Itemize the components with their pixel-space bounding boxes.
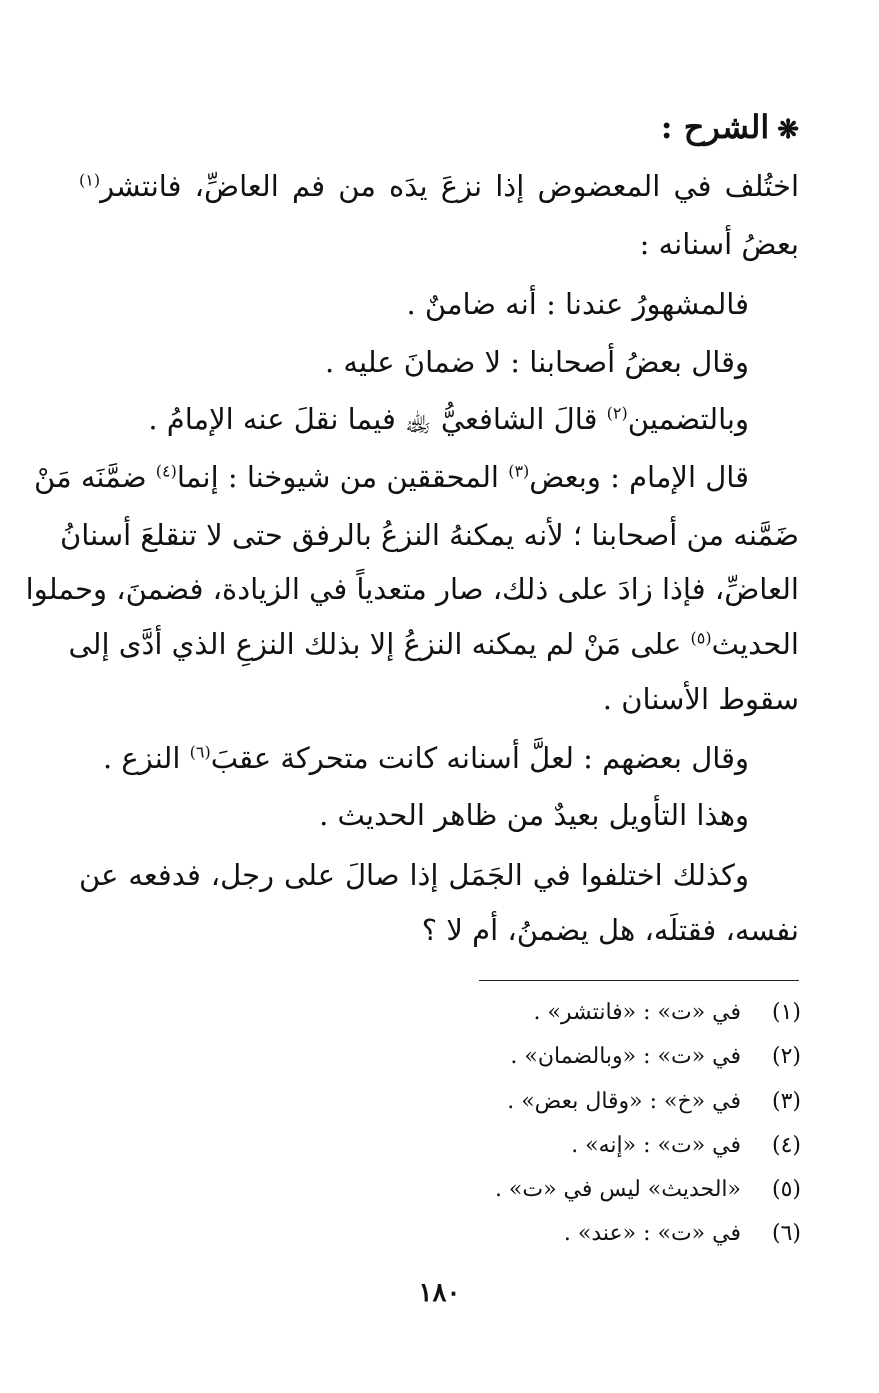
footnote-text: في «ت» : «إنه» . (571, 1133, 741, 1158)
footnote-number: (١) (771, 1000, 801, 1025)
footnote-text: في «خ» : «وقال بعض» . (507, 1089, 741, 1114)
page-number: ١٨٠ (418, 1278, 461, 1308)
section-heading-text: الشرح : (660, 108, 770, 146)
body-line: وقال بعضهم : لعلَّ أسنانه كانت متحركة عقبَ$^{(٦)}$ النزع . (102, 741, 749, 775)
body-line: نفسه، فقتلَه، هل يضمنُ، أم لا ؟ (421, 913, 799, 947)
footnote (507, 1089, 801, 1114)
footnote-number: (٦) (771, 1221, 801, 1246)
footnote-ref: (٥) (690, 628, 712, 648)
body-line: ضَمَّنه من أصحابنا ؛ لأنه يمكنهُ النزعُ بالرفق حتى لا تنقلعَ أسنانُ (59, 518, 799, 552)
footnote-text: «الحديث» ليس في «ت» . (494, 1177, 741, 1202)
footnote-text: في «ت» : «وبالضمان» . (510, 1044, 741, 1069)
footnote-text: في «ت» : «فانتشر» . (533, 1000, 741, 1025)
footnote-ref: (٢) (606, 403, 628, 423)
body-line: فالمشهورُ عندنا : أنه ضامنٌ . (406, 287, 749, 321)
body-line: العاضِّ، فإذا زادَ على ذلك، صار متعدياً في الزيادة، فضمنَ، وحملوا (25, 572, 799, 606)
footnote-number: (٤) (771, 1133, 801, 1158)
body-line: وكذلك اختلفوا في الجَمَل إذا صالَ على رجل، فدفعه عن (79, 858, 749, 892)
footnote (533, 1000, 801, 1025)
footnote-text: في «ت» : «عند» . (563, 1221, 741, 1246)
body-line: الحديث$^{(٥)}$ على مَنْ لم يمكنه النزعُ إلا بذلك النزعِ الذي أدَّى إلى (68, 627, 799, 661)
footnote (564, 1221, 801, 1246)
footnote-separator (479, 980, 799, 981)
footnote-number: (٣) (771, 1089, 801, 1114)
body-line: وبالتضمين$^{(٢)}$ قالَ الشافعيُّ ﵀ فيما نقلَ عنه الإمامُ . (148, 402, 749, 436)
body-line: بعضُ أسنانه : (639, 227, 799, 261)
footnote-ref: (٣) (508, 461, 530, 481)
footnote-ref: (٤) (155, 461, 177, 481)
footnote-ref: (٦) (189, 742, 211, 762)
body-line: وقال بعضُ أصحابنا : لا ضمانَ عليه . (324, 345, 749, 379)
footnote (571, 1133, 801, 1158)
footnote-number: (٢) (771, 1044, 801, 1069)
footnote-ref: (١) (79, 170, 101, 190)
footnote (495, 1177, 801, 1202)
body-line: سقوط الأسنان . (602, 682, 799, 716)
body-line: قال الإمام : وبعض$^{(٣)}$ المحققين من شيوخنا : إنما$^{(٤)}$ ضمَّنَه مَنْ (34, 460, 749, 494)
body-line: اختُلف في المعضوض إذا نزعَ يدَه من فم العاضِّ، فانتشر$^{(١)}$ (79, 169, 799, 203)
footnote (510, 1044, 801, 1069)
footnote-number: (٥) (771, 1177, 801, 1202)
section-heading (661, 108, 799, 146)
asterisk-ornament-icon: ❋ (777, 115, 799, 145)
body-line: وهذا التأويل بعيدٌ من ظاهر الحديث . (319, 798, 749, 832)
